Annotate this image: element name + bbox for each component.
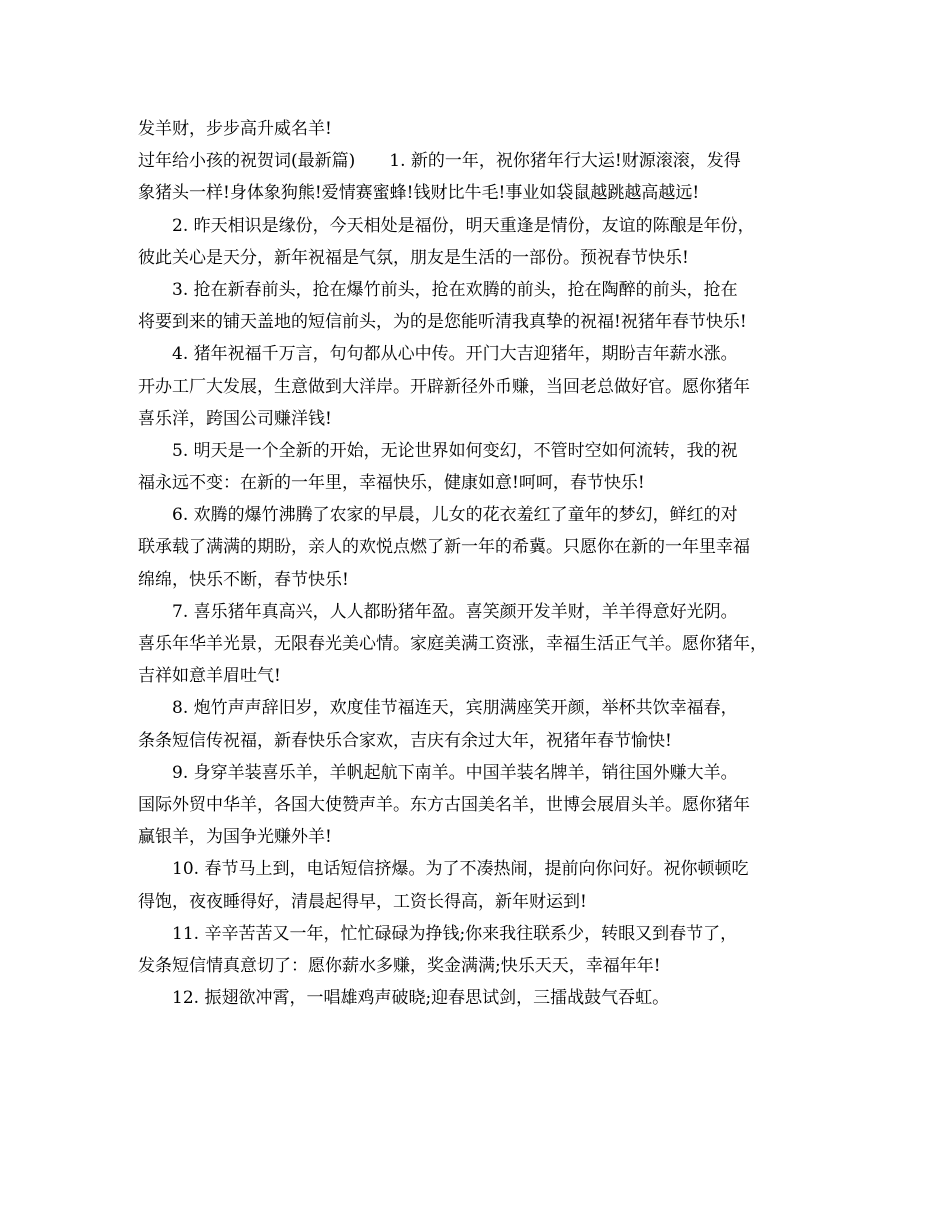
text-line: 喜乐洋，跨国公司赚洋钱! <box>138 408 332 429</box>
paragraph-first-line: 7. 喜乐猪年真高兴，人人都盼猪年盈。喜笑颜开发羊财，羊羊得意好光阴。 <box>172 601 738 622</box>
text-line: 国际外贸中华羊，各国大使赞声羊。东方古国美名羊，世博会展眉头羊。愿你猪年 <box>138 794 750 815</box>
text-line: 绵绵，快乐不断，春节快乐! <box>138 569 349 590</box>
text-line: 彼此关心是天分，新年祝福是气氛，朋友是生活的一部份。预祝春节快乐! <box>138 247 689 268</box>
paragraph-first-line: 9. 身穿羊装喜乐羊，羊帆起航下南羊。中国羊装名牌羊，销往国外赚大羊。 <box>172 762 738 783</box>
text-line: 赢银羊，为国争光赚外羊! <box>138 827 332 848</box>
paragraph-first-line: 10. 春节马上到，电话短信挤爆。为了不凑热闹，提前向你问好。祝你顿顿吃 <box>172 859 749 880</box>
paragraph-first-line: 4. 猪年祝福千万言，句句都从心中传。开门大吉迎猪年，期盼吉年薪水涨。 <box>172 344 738 365</box>
text-line: 联承载了满满的期盼，亲人的欢悦点燃了新一年的希冀。只愿你在新的一年里幸福 <box>138 537 750 558</box>
paragraph-first-line: 5. 明天是一个全新的开始，无论世界如何变幻，不管时空如何流转，我的祝 <box>172 440 738 461</box>
paragraph-first-line: 3. 抢在新春前头，抢在爆竹前头，抢在欢腾的前头，抢在陶醉的前头，抢在 <box>172 279 738 300</box>
text-line: 发羊财，步步高升威名羊! <box>138 119 332 139</box>
text-line: 喜乐年华羊光景，无限春光美心情。家庭美满工资涨，幸福生活正气羊。愿你猪年， <box>138 634 767 654</box>
text-line: 将要到来的铺天盖地的短信前头，为的是您能听清我真挚的祝福!祝猪年春节快乐! <box>138 312 747 333</box>
text-line: 吉祥如意羊眉吐气! <box>138 666 281 687</box>
text-line: 象猪头一样!身体象狗熊!爱情赛蜜蜂!钱财比牛毛!事业如袋鼠越跳越高越远! <box>138 183 700 204</box>
text-line: 开办工厂大发展，生意做到大洋岸。开辟新径外币赚，当回老总做好官。愿你猪年 <box>138 376 750 397</box>
paragraph-first-line: 8. 炮竹声声辞旧岁，欢度佳节福连天，宾朋满座笑开颜，举杯共饮幸福春， <box>172 698 738 719</box>
paragraph-first-line: 2. 昨天相识是缘份，今天相处是福份，明天重逢是情份，友谊的陈酿是年份， <box>172 215 755 236</box>
text-line: 得饱，夜夜睡得好，清晨起得早，工资长得高，新年财运到! <box>138 891 587 912</box>
document-body <box>138 113 818 1014</box>
paragraph-first-line: 12. 振翅欲冲霄，一唱雄鸡声破晓;迎春思试剑，三擂战鼓气吞虹。 <box>172 988 670 1009</box>
paragraph-first-line: 6. 欢腾的爆竹沸腾了农家的早晨，儿女的花衣羞红了童年的梦幻，鲜红的对 <box>172 505 738 526</box>
text-line: 福永远不变：在新的一年里，幸福快乐，健康如意!呵呵，春节快乐! <box>138 473 645 494</box>
paragraph-first-line: 11. 辛辛苦苦又一年，忙忙碌碌为挣钱;你来我往联系少，转眼又到春节了， <box>172 923 738 944</box>
text-line: 条条短信传祝福，新春快乐合家欢，吉庆有余过大年，祝猪年春节愉快! <box>138 730 672 751</box>
text-line: 过年给小孩的祝贺词(最新篇) 1. 新的一年，祝你猪年行大运!财源滚滚，发得 <box>138 151 741 172</box>
text-line: 发条短信情真意切了：愿你薪水多赚，奖金满满;快乐天天，幸福年年! <box>138 955 661 976</box>
